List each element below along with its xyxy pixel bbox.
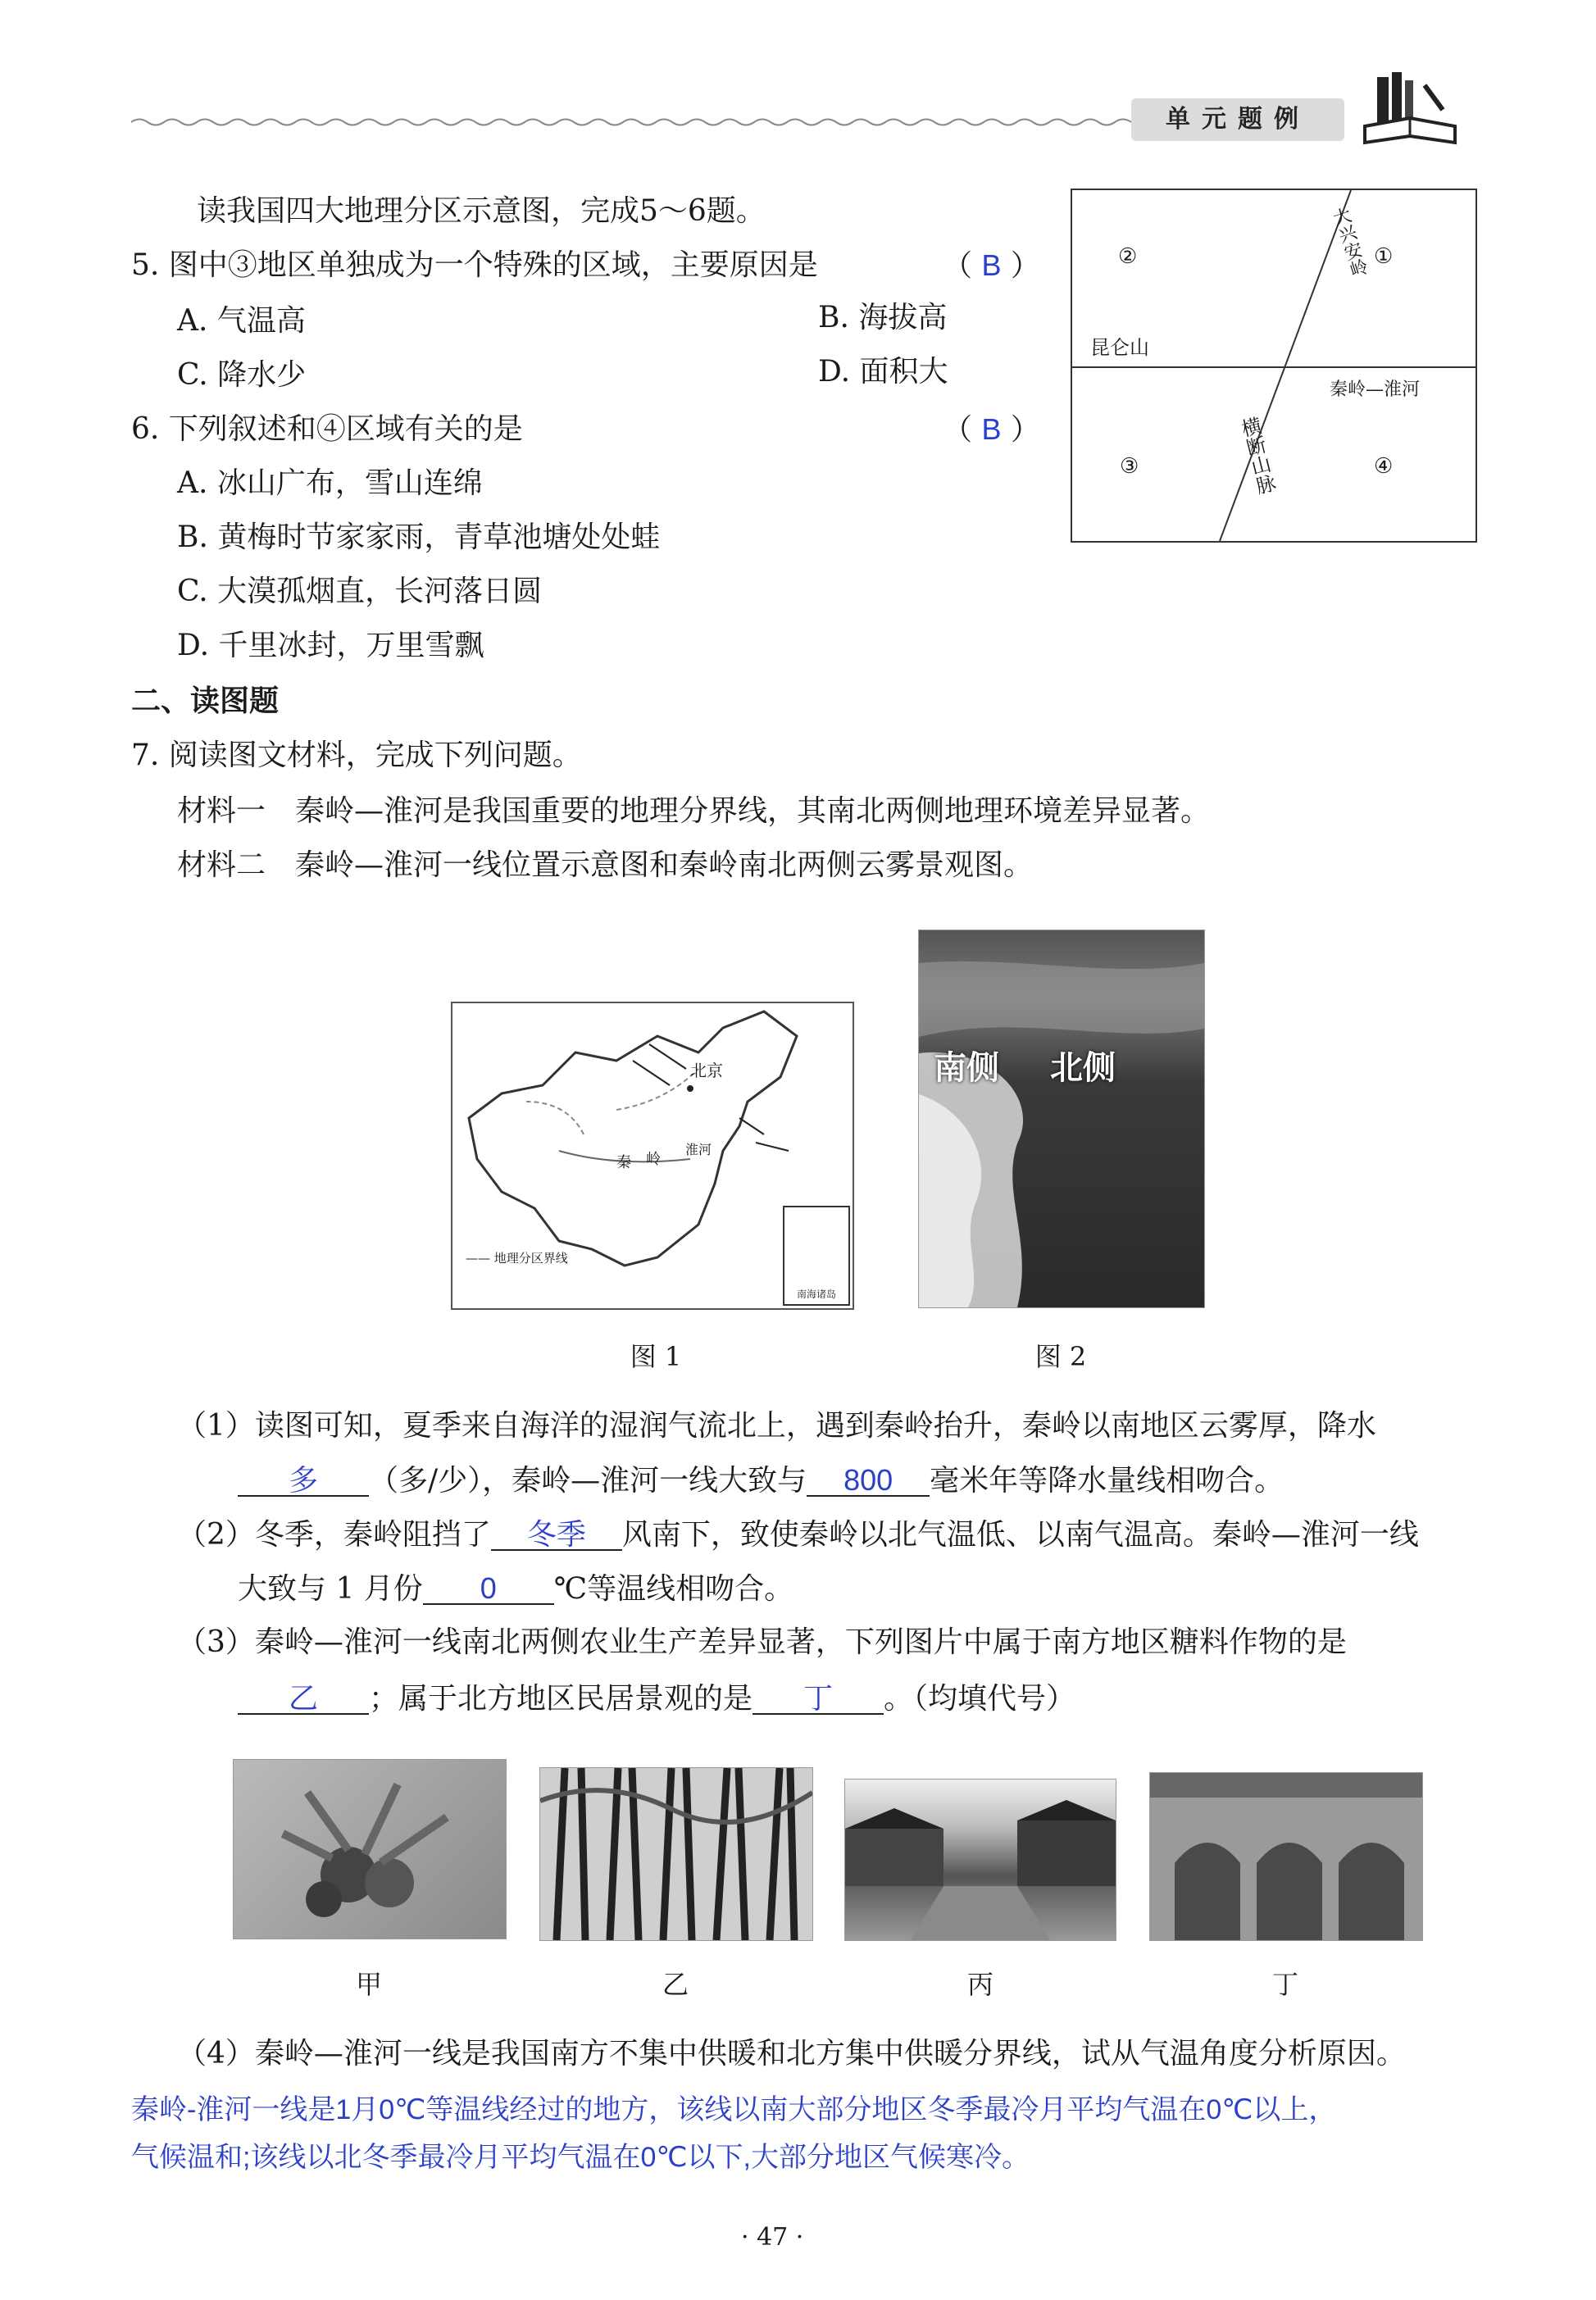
qinling-map-label: 秦 <box>616 1154 631 1171</box>
photo-jia-label: 甲 <box>355 1969 382 2000</box>
q7-material-2: 材料二 秦岭—淮河一线位置示意图和秦岭南北两侧云雾景观图。 <box>177 848 1034 882</box>
figure-2-photo <box>918 930 1205 1308</box>
q6-option-a: A. 冰山广布，雪山连绵 <box>177 466 483 500</box>
qinling-huaihe-label: 秦岭—淮河 <box>1330 380 1421 400</box>
north-side-label: 北侧 <box>1050 1049 1116 1087</box>
map-legend: —— 地理分区界线 <box>466 1251 568 1266</box>
region-4-label: ④ <box>1374 454 1394 479</box>
q6-option-c: C. 大漠孤烟直，长河落日圆 <box>177 575 543 608</box>
p2-answer-1: 冬季 <box>491 1516 622 1551</box>
unit-tag: 单元题例 <box>1131 98 1344 141</box>
q5-option-c: C. 降水少 <box>177 358 307 392</box>
p1-answer-1: 多 <box>238 1462 369 1497</box>
q5-option-a: A. 气温高 <box>177 304 306 338</box>
cloud-texture <box>919 930 1204 1307</box>
q6-answer-bracket: （ B ） <box>943 412 1040 447</box>
inset-label: 南海诸岛 <box>797 1289 837 1300</box>
p1-text-c: 毫米年等降水量线相吻合。 <box>930 1464 1285 1498</box>
header-wavy-rule <box>131 116 1131 128</box>
p3-line2 <box>238 1680 1075 1717</box>
p2-answer-2: 0 <box>423 1570 554 1605</box>
p2-text-a: （2）冬季，秦岭阻挡了 <box>177 1518 491 1552</box>
p1-answer-2: 800 <box>807 1462 930 1497</box>
p1-text-b: （多/少），秦岭—淮河一线大致与 <box>369 1464 807 1498</box>
q5-option-b: B. 海拔高 <box>818 301 948 334</box>
photo-bing <box>844 1779 1116 1941</box>
region-3-label: ③ <box>1120 454 1139 479</box>
p1-line1: （1）读图可知，夏季来自海洋的湿润气流北上，遇到秦岭抬升，秦岭以南地区云雾厚，降水 <box>177 1409 1376 1443</box>
page-number: · 47 · <box>741 2223 804 2252</box>
region-diagram <box>1071 189 1477 543</box>
cave-dwelling-image <box>1150 1773 1422 1940</box>
p2-text-d: ℃等温线相吻合。 <box>553 1572 794 1606</box>
books-icon <box>1361 69 1459 151</box>
sugarcane-image <box>540 1768 812 1940</box>
region-1-label: ① <box>1374 244 1394 269</box>
photo-ding-label: 丁 <box>1271 1969 1298 2000</box>
hengduan-label: 横断山脉 <box>1235 415 1278 498</box>
huaihe-map-label: 淮河 <box>685 1142 712 1157</box>
region-2-label: ② <box>1118 244 1138 269</box>
p3-text-c: 。（均填代号） <box>884 1682 1076 1716</box>
q5-option-d: D. 面积大 <box>818 355 948 389</box>
q5-answer: B <box>981 248 1002 282</box>
kunlun-label: 昆仑山 <box>1090 336 1149 359</box>
qinling-map-label-2: 岭 <box>646 1151 661 1168</box>
photo-yi <box>539 1767 813 1941</box>
south-side-label: 南侧 <box>934 1049 999 1087</box>
q6-option-b: B. 黄梅时节家家雨，青草池塘处处蛙 <box>177 520 661 554</box>
p3-answer-2: 丁 <box>753 1680 884 1715</box>
photo-bing-label: 丙 <box>966 1969 994 2000</box>
q7-stem: 7. 阅读图文材料，完成下列问题。 <box>131 739 582 772</box>
q6-answer: B <box>981 412 1002 446</box>
beijing-label: 北京 <box>690 1061 723 1080</box>
figure-1-map <box>451 1002 854 1310</box>
q6-stem: 6. 下列叙述和④区域有关的是 <box>131 412 523 446</box>
p3-line1: （3）秦岭—淮河一线南北两侧农业生产差异显著，下列图片中属于南方地区糖料作物的是 <box>177 1625 1347 1659</box>
section-title: 二、读图题 <box>131 684 280 718</box>
p4-answer-line-1: 秦岭-淮河一线是1月0℃等温线经过的地方，该线以南大部分地区冬季最冷月平均气温在0℃以上， <box>131 2094 1337 2125</box>
q6-option-d: D. 千里冰封，万里雪飘 <box>177 629 484 662</box>
p4-question: （4）秦岭—淮河一线是我国南方不集中供暖和北方集中供暖分界线，试从气温角度分析原因。 <box>177 2037 1406 2070</box>
p3-answer-1: 乙 <box>238 1680 369 1715</box>
p4-answer-line-2: 气候温和;该线以北冬季最冷月平均气温在0℃以下,大部分地区气候寒冷。 <box>131 2142 1030 2173</box>
water-town-image <box>845 1780 1116 1940</box>
q5-answer-bracket: （ B ） <box>943 248 1040 283</box>
beet-image <box>234 1760 506 1939</box>
intro-text: 读我国四大地理分区示意图，完成5～6题。 <box>197 194 766 228</box>
q5-stem: 5. 图中③地区单独成为一个特殊的区域，主要原因是 <box>131 248 818 282</box>
figure-1-caption: 图 1 <box>630 1341 682 1372</box>
p1-line2 <box>238 1462 1284 1499</box>
p2-text-c: 大致与 1 月份 <box>238 1572 423 1606</box>
p2-line2 <box>238 1570 793 1607</box>
photo-yi-label: 乙 <box>662 1969 689 2000</box>
p3-text-b: ；属于北方地区民居景观的是 <box>369 1682 753 1716</box>
daxinganling-label: 大兴安岭 <box>1328 205 1370 280</box>
q7-material-1: 材料一 秦岭—淮河是我国重要的地理分界线，其南北两侧地理环境差异显著。 <box>177 794 1211 828</box>
p2-line1 <box>177 1516 1419 1553</box>
figure-2-caption: 图 2 <box>1034 1341 1087 1372</box>
p2-text-b: 风南下，致使秦岭以北气温低、以南气温高。秦岭—淮河一线 <box>621 1518 1419 1552</box>
photo-jia <box>233 1759 507 1939</box>
photo-ding <box>1149 1772 1423 1941</box>
